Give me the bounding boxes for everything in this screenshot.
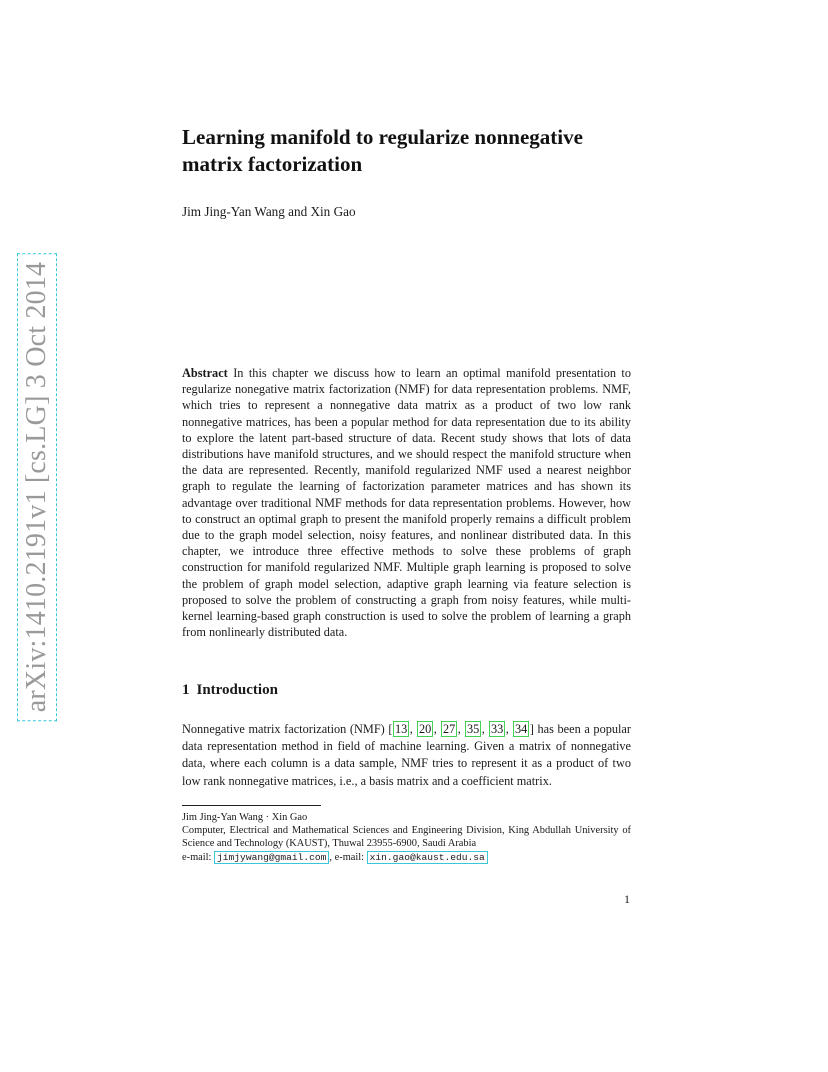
- email-link-gao[interactable]: xin.gao@kaust.edu.sa: [367, 851, 488, 864]
- author-list: Jim Jing-Yan Wang and Xin Gao: [182, 204, 356, 219]
- paper-title: Learning manifold to regularize nonnegative matrix factorization: [182, 125, 583, 176]
- page-number: 1: [624, 892, 630, 906]
- intro-text-before: Nonnegative matrix factorization (NMF) [: [182, 722, 393, 736]
- abstract-label: Abstract: [182, 366, 228, 380]
- citation-link[interactable]: 35: [466, 722, 480, 736]
- citation-link[interactable]: 33: [490, 722, 504, 736]
- citation-link[interactable]: 34: [514, 722, 528, 736]
- footnote-names: Jim Jing-Yan Wang · Xin Gao: [182, 812, 308, 823]
- abstract: [182, 365, 631, 640]
- email-link-wang[interactable]: jimjywang@gmail.com: [214, 851, 329, 864]
- section-title: Introduction: [196, 682, 278, 698]
- footnote-emails: [182, 851, 631, 864]
- section-number: 1: [182, 682, 190, 698]
- citation-link[interactable]: 20: [418, 722, 432, 736]
- citation-link[interactable]: 13: [394, 722, 408, 736]
- abstract-text: In this chapter we discuss how to learn an optimal manifold presentation to regularize nonegative matrix factorization (NMF) for data representation problems. NMF, which tries to represent a nonnegative data matrix as a product of two low rank nonnegative matrices, has been a popular method for data representation due to its ability to explore the latent part-based structure of data. Recent study shows that lots of data distributions have manifold structures, and we should respect the manifold structure when the data are represented. Recently, manifold regularized NMF used a nearest neighbor graph to regulate the learning of factorization parameter matrices and has shown its advantage over traditional NMF methods for data representation problems. However, how to construct an optimal graph to present the manifold properly remains a difficult problem due to the graph model selection, noisy features, and nonlinear distributed data. In this chapter, we introduce three effective methods to solve these problems of graph construction for manifold regularized NMF. Multiple graph learning is proposed to solve the problem of graph model selection, adaptive graph learning via feature selection is proposed to solve the problem of constructing a graph from noisy features, while multi-kernel learning-based graph construction is used to solve the problem of learning a graph from nonlinearly distributed data.: [182, 366, 631, 640]
- footnote-affiliation: Computer, Electrical and Mathematical Sciences and Engineering Division, King Abdullah University of Science and Technology (KAUST), Thuwal 23955-6900, Saudi Arabia: [182, 825, 631, 850]
- citation-link[interactable]: 27: [442, 722, 456, 736]
- email-separator: , e-mail:: [329, 851, 367, 863]
- introduction-paragraph: Nonnegative matrix factorization (NMF) [ 13 , 20 , 27 , 35 , 33 , 34 ] has been a popular data representation method in field of machine learning. Given a matrix of nonnegative data, where each column is a data sample, NMF tries to represent it as a product of two low rank nonnegative matrices, i.e., a basis matrix and a coefficient matrix.: [182, 722, 631, 788]
- section-heading-introduction: [182, 681, 278, 699]
- intro-text-after: ] has been a popular data representation method in field of machine learning. Given a matrix of nonnegative data, where each column is a data sample, NMF tries to represent it as a product of two low rank nonnegative matrices, i.e., a basis matrix and a coefficient matrix.: [182, 722, 631, 788]
- footnote-divider: [182, 805, 321, 806]
- arxiv-identifier-stamp[interactable]: arXiv:1410.2191v1 [cs.LG] 3 Oct 2014: [17, 253, 57, 721]
- email-label: e-mail:: [182, 851, 215, 863]
- author-footnote: [182, 811, 631, 864]
